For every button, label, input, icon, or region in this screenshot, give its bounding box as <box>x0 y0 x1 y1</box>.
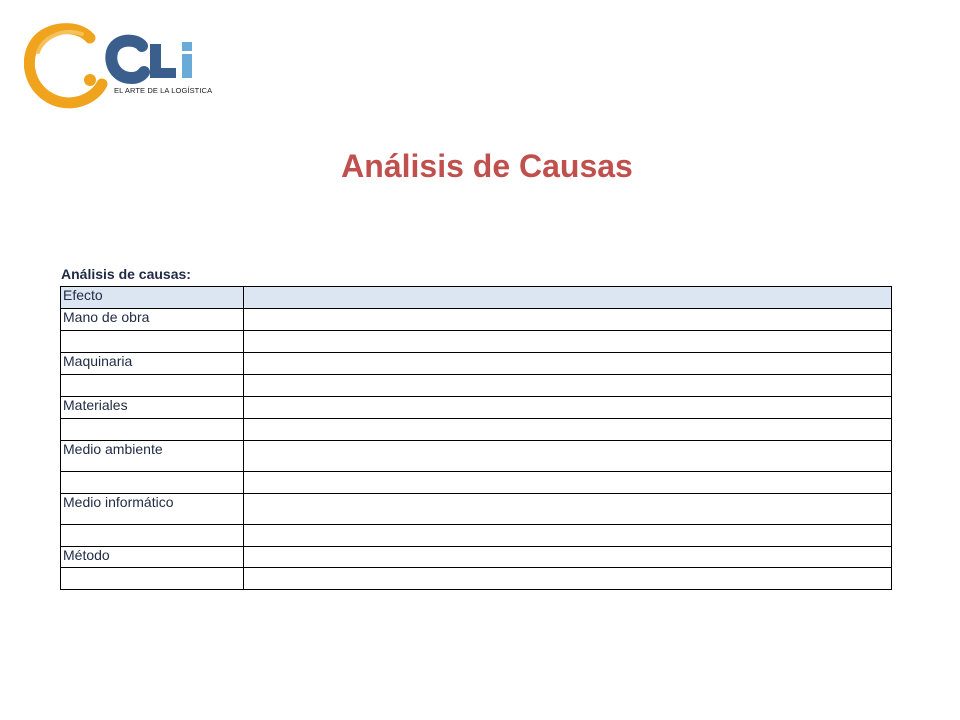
company-logo <box>24 22 216 112</box>
cli-logo-graphic <box>24 22 216 112</box>
table-row-materiales <box>61 397 892 419</box>
row-value[interactable] <box>244 419 892 441</box>
table-row <box>61 419 892 441</box>
row-label: Efecto <box>61 287 244 309</box>
row-label: Método <box>61 547 244 568</box>
table-row <box>61 472 892 494</box>
row-label: Mano de obra <box>61 309 244 331</box>
table-row <box>61 375 892 397</box>
row-value[interactable] <box>244 287 892 309</box>
table-row-maquinaria <box>61 353 892 375</box>
causes-table <box>60 286 892 590</box>
row-value[interactable] <box>244 547 892 568</box>
table-row <box>61 568 892 590</box>
logo-caption: EL ARTE DE LA LOGÍSTICA <box>114 86 213 95</box>
row-value[interactable] <box>244 494 892 525</box>
row-label: Maquinaria <box>61 353 244 375</box>
table-row <box>61 331 892 353</box>
row-value[interactable] <box>244 353 892 375</box>
table-row-efecto <box>61 287 892 309</box>
row-value[interactable] <box>244 568 892 590</box>
row-label <box>61 525 244 547</box>
table-row-metodo <box>61 547 892 568</box>
row-value[interactable] <box>244 397 892 419</box>
row-label <box>61 331 244 353</box>
row-label: Medio ambiente <box>61 441 244 472</box>
row-label: Materiales <box>61 397 244 419</box>
row-value[interactable] <box>244 441 892 472</box>
row-label <box>61 419 244 441</box>
table-row <box>61 525 892 547</box>
row-value[interactable] <box>244 525 892 547</box>
row-label <box>61 375 244 397</box>
row-label <box>61 472 244 494</box>
table-row-medio-ambiente <box>61 441 892 472</box>
row-value[interactable] <box>244 375 892 397</box>
row-value[interactable] <box>244 472 892 494</box>
row-value[interactable] <box>244 331 892 353</box>
page-title: Análisis de Causas <box>341 148 633 184</box>
row-label: Medio informático <box>61 494 244 525</box>
table-row-mano-de-obra <box>61 309 892 331</box>
section-label: Análisis de causas: <box>61 266 191 282</box>
row-value[interactable] <box>244 309 892 331</box>
table-row-medio-informatico <box>61 494 892 525</box>
row-label <box>61 568 244 590</box>
